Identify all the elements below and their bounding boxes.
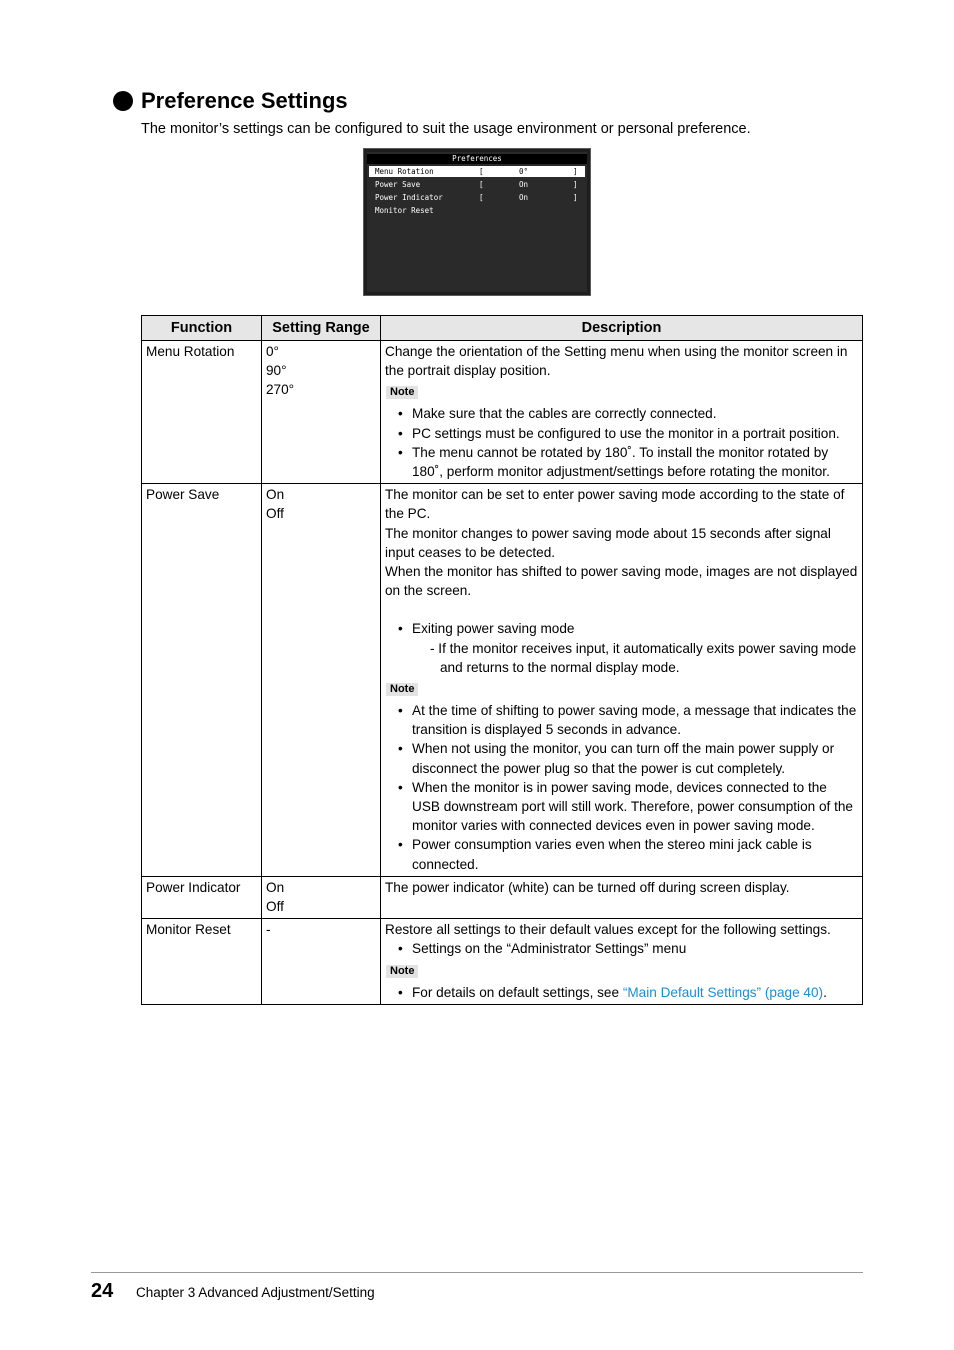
intro-text: The monitor’s settings can be configured to suit the usage environment or personal preference. [141,121,751,137]
table-row-menu-rotation [142,341,863,484]
note-label: Note [386,386,418,399]
description-cell [381,919,863,1005]
list-item: • Exiting power saving mode [412,619,858,638]
default-settings-link[interactable]: “Main Default Settings” (page 40) [622,984,824,1000]
table-row-monitor-reset [142,919,863,1005]
footer-divider [91,1272,863,1273]
osd-title: Preferences [367,154,587,164]
note-list [385,404,858,481]
table-header-row [142,316,863,341]
page-title: Preference Settings [141,88,348,113]
table-row-power-save [142,484,863,877]
list-item: • For details on default settings, see “Main Default Settings” (page 40). [412,983,858,1002]
header-setting-range: Setting Range [262,316,381,341]
description-cell [381,341,863,484]
list-item: • When the monitor is in power saving mode, devices connected to the USB downstream port will still work. Therefore, power consumption of the monitor varies with connected devices even in power saving mode. [412,778,858,836]
settings-table [141,315,863,1005]
bullet-list [385,939,858,958]
list-item: • Settings on the “Administrator Settings” menu [412,939,858,958]
page-number: 24 [91,1280,114,1302]
osd-row-power-indicator: Power Indicator [ On ] [375,193,578,202]
note-label: Note [386,965,418,978]
header-description: Description [381,316,863,341]
range-cell: 0° 90° 270° [262,341,381,484]
function-cell: Monitor Reset [142,919,262,1005]
description-text: The monitor changes to power saving mode about 15 seconds after signal input ceases to be detected. [385,525,831,560]
function-cell: Power Save [142,484,262,877]
table-row-power-indicator [142,876,863,918]
list-item: • At the time of shifting to power saving mode, a message that indicates the transition is displayed 5 seconds in advance. [412,701,858,739]
range-cell: On Off [262,876,381,918]
range-cell: On Off [262,484,381,877]
osd-row-monitor-reset: Monitor Reset [375,206,434,215]
note-list [385,701,858,874]
description-text: Restore all settings to their default values except for the following settings. [385,922,831,938]
section-heading [113,88,348,114]
list-item: • Make sure that the cables are correctly connected. [412,404,858,423]
header-function: Function [142,316,262,341]
note-label: Note [386,683,418,696]
function-cell: Menu Rotation [142,341,262,484]
list-item: • Power consumption varies even when the stereo mini jack cable is connected. [412,835,858,873]
bullet-list [385,619,858,638]
range-cell: - [262,919,381,1005]
description-text: The monitor can be set to enter power saving mode according to the state of the PC. [385,487,845,522]
note-list [385,983,858,1002]
list-item: • When not using the monitor, you can turn off the main power supply or disconnect the power plug so that the power is cut completely. [412,739,858,777]
chapter-title: Chapter 3 Advanced Adjustment/Setting [136,1285,375,1300]
description-text: Change the orientation of the Setting menu when using the monitor screen in the portrait display position. [385,344,848,379]
function-cell: Power Indicator [142,876,262,918]
description-cell: The power indicator (white) can be turned off during screen display. [381,876,863,918]
sub-bullet: - If the monitor receives input, it automatically exits power saving mode and returns to the normal display mode. [430,640,857,675]
description-text: When the monitor has shifted to power saving mode, images are not displayed on the screen. [385,564,858,599]
osd-row-menu-rotation: Menu Rotation [ 0° ] [369,166,585,177]
osd-preferences-screenshot [363,148,591,296]
circle-bullet-icon [113,91,133,111]
osd-row-power-save: Power Save [ On ] [375,180,578,189]
description-cell [381,484,863,877]
list-item: • PC settings must be configured to use the monitor in a portrait position. [412,424,858,443]
list-item: • The menu cannot be rotated by 180˚. To install the monitor rotated by 180˚, perform monitor adjustment/settings before rotating the monitor. [412,443,858,481]
